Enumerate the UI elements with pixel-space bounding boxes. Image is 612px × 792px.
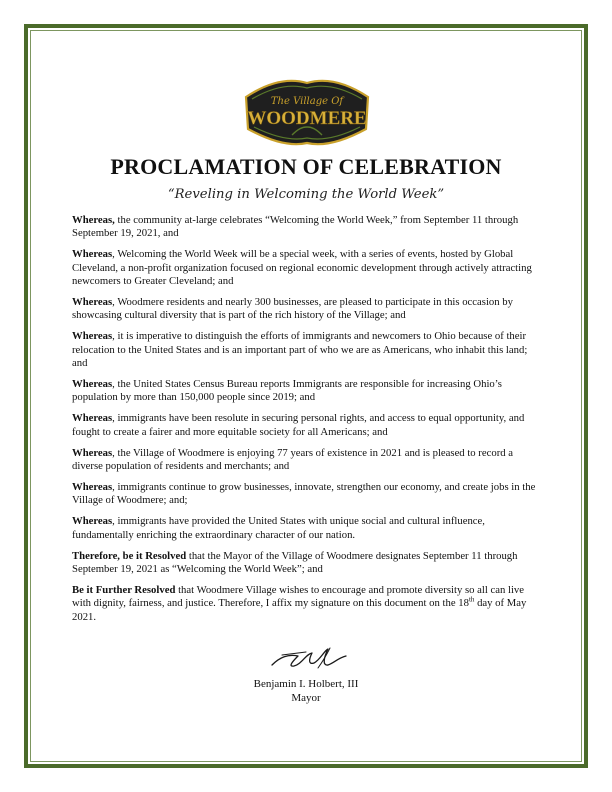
- whereas-paragraph: [72, 412, 544, 439]
- whereas-paragraph: [72, 248, 544, 288]
- whereas-paragraph: [72, 447, 544, 474]
- whereas-paragraph: [72, 378, 544, 405]
- paragraph-lead: Therefore, be it Resolved: [72, 549, 187, 562]
- paragraph-text: , immigrants have been resolute in securing personal rights, and access to equal opportunity, and fought to create a fairer and more equitable society for all Americans; and: [72, 412, 525, 438]
- paragraph-text-end: day of May 2021.: [72, 597, 527, 623]
- paragraph-text: that the Mayor of the Village of Woodmere designates September 11 through September 19, 2021 as “Welcoming the World Week”; and: [72, 549, 518, 576]
- whereas-paragraph: [72, 214, 544, 241]
- paragraph-text: , the Village of Woodmere is enjoying 77 years of existence in 2021 and is pleased to record a diverse population of residents and merchants; and: [72, 446, 514, 473]
- whereas-paragraph: [72, 481, 544, 508]
- paragraph-text: , immigrants continue to grow businesses, innovate, strengthen our economy, and create jobs in the Village of Woodmere; and;: [72, 481, 536, 507]
- paragraph-lead: Whereas: [72, 378, 113, 391]
- proclamation-subtitle: “Reveling in Welcoming the World Week”: [167, 187, 445, 202]
- logo-emblem: [240, 77, 374, 149]
- paragraph-text: , it is imperative to distinguish the efforts of immigrants and newcomers to Ohio because of their relocation to the United States and is an important part of who we are as Americans, who inhabit this land; and: [72, 330, 528, 370]
- paragraph-lead: Whereas: [72, 412, 113, 425]
- ordinal-suffix: th: [468, 595, 475, 604]
- paragraph-text: , immigrants have provided the United States with unique social and cultural influence, fundamentally enriching the extraordinary character of our nation.: [72, 515, 485, 541]
- mayor-signature: [268, 644, 350, 672]
- paragraph-text: , Welcoming the World Week will be a special week, with a series of events, hosted by Global Cleveland, a non-profit organization focused on regional economic development through actively attracting newcomers to Greater Cleveland; and: [72, 248, 532, 288]
- paragraph-lead: Be it Further Resolved: [72, 583, 176, 596]
- paragraph-text: the community at-large celebrates “Welcoming the World Week,” from September 11 through September 19, 2021, and: [72, 214, 519, 240]
- proclamation-body: [72, 214, 544, 632]
- signer-title: Mayor: [291, 691, 321, 704]
- signature-graphic: [268, 644, 350, 672]
- paragraph-lead: Whereas: [72, 515, 113, 528]
- whereas-paragraph: [72, 296, 544, 323]
- resolved-paragraph: [72, 550, 544, 577]
- signature-block: [0, 678, 612, 705]
- further-resolved-paragraph: [72, 584, 544, 624]
- logo-wordmark: WOODMERE: [247, 108, 367, 129]
- paragraph-lead: Whereas: [72, 248, 113, 261]
- paragraph-lead: Whereas: [72, 446, 113, 459]
- whereas-paragraph: [72, 515, 544, 542]
- village-of-woodmere-logo: [240, 77, 374, 149]
- paragraph-lead: Whereas: [72, 481, 113, 493]
- paragraph-text: that Woodmere Village wishes to encourage and promote diversity so all can live with dignity, fairness, and justice. Therefore, I affix my signature on this document on the 18: [72, 583, 525, 610]
- paragraph-lead: Whereas,: [72, 214, 115, 226]
- paragraph-text: , Woodmere residents and nearly 300 businesses, are pleased to participate in this occasion by showcasing cultural diversity that is part of the rich history of the Village; and: [72, 296, 513, 322]
- paragraph-lead: Whereas: [72, 296, 113, 309]
- proclamation-title: PROCLAMATION OF CELEBRATION: [110, 154, 502, 179]
- whereas-paragraph: [72, 330, 544, 370]
- paragraph-text: , the United States Census Bureau reports Immigrants are responsible for increasing Ohio’s population by more than 150,000 people since 2019; and: [72, 378, 502, 404]
- logo-tagline: The Village Of: [270, 96, 344, 107]
- signer-name: Benjamin I. Holbert, III: [253, 678, 359, 690]
- paragraph-lead: Whereas: [72, 330, 113, 343]
